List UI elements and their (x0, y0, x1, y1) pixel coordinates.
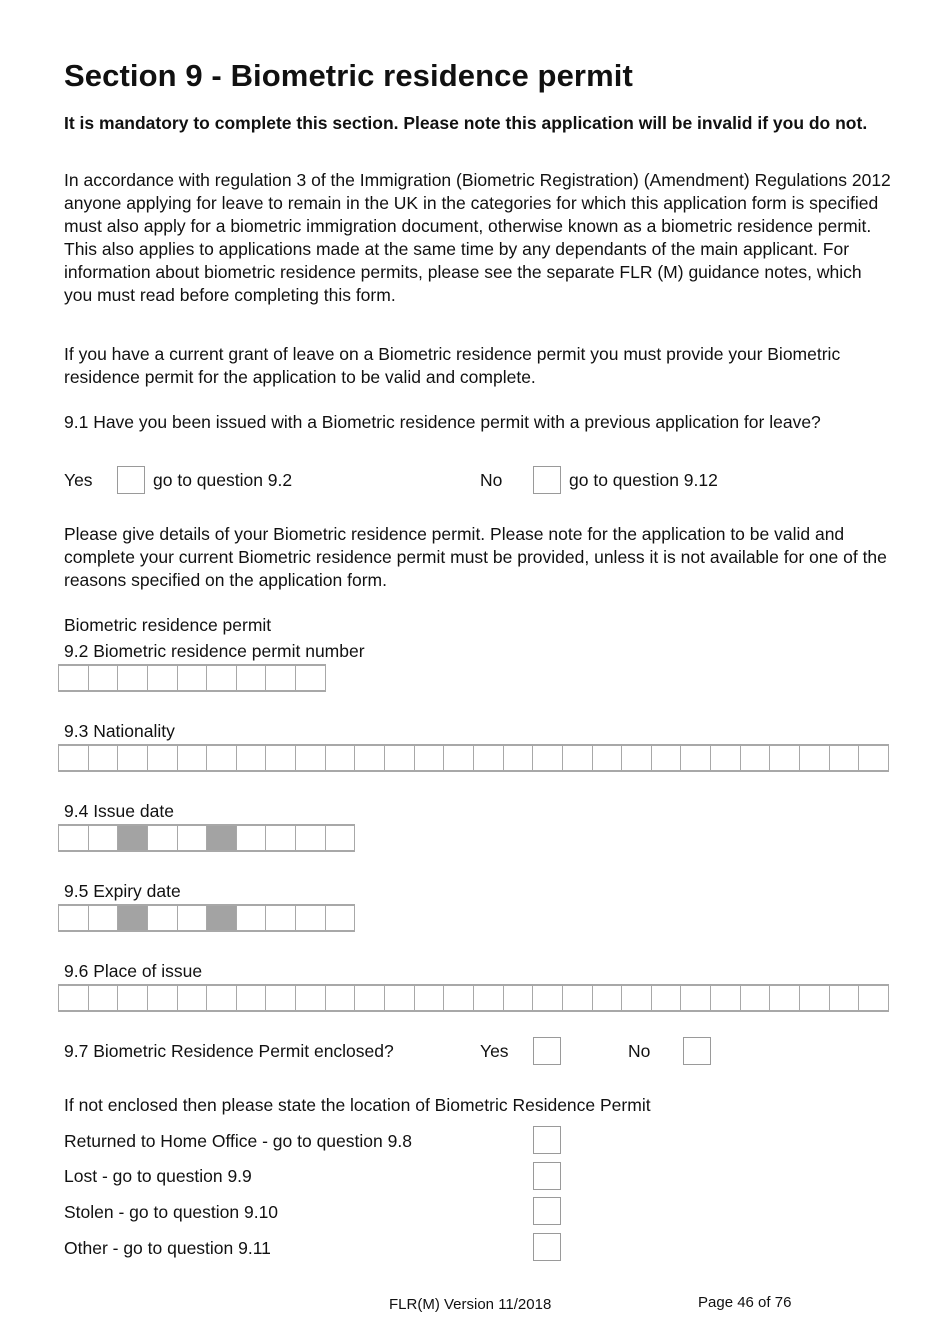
nationality-input[interactable] (58, 744, 889, 772)
char-cell[interactable] (652, 746, 682, 770)
char-cell[interactable] (148, 746, 178, 770)
q9-5-label: 9.5 Expiry date (64, 881, 181, 901)
expiry-date-input[interactable] (58, 904, 355, 932)
section-title: Section 9 - Biometric residence permit (64, 58, 633, 93)
char-cell[interactable] (59, 986, 89, 1010)
char-cell[interactable] (355, 986, 385, 1010)
char-cell[interactable] (296, 986, 326, 1010)
char-cell[interactable] (59, 826, 89, 850)
option-returned-label: Returned to Home Office - go to question 9.8 (64, 1131, 412, 1151)
char-cell[interactable] (237, 986, 267, 1010)
q9-1-no-goto: go to question 9.12 (569, 470, 718, 490)
char-cell[interactable] (711, 746, 741, 770)
char-cell[interactable] (711, 986, 741, 1010)
char-cell[interactable] (148, 826, 178, 850)
char-cell[interactable] (89, 986, 119, 1010)
footer-version: FLR(M) Version 11/2018 (389, 1296, 552, 1313)
char-cell[interactable] (266, 986, 296, 1010)
char-cell[interactable] (266, 666, 296, 690)
char-cell[interactable] (207, 666, 237, 690)
current-grant-paragraph: If you have a current grant of leave on a Biometric residence permit you must provide your Biometric residence permit for the application to be valid and complete. (64, 344, 841, 387)
char-cell[interactable] (89, 666, 119, 690)
char-cell[interactable] (770, 746, 800, 770)
char-cell[interactable] (741, 986, 771, 1010)
char-cell[interactable] (59, 746, 89, 770)
char-cell[interactable] (89, 746, 119, 770)
char-cell[interactable] (800, 986, 830, 1010)
q9-6-label: 9.6 Place of issue (64, 961, 203, 981)
char-cell[interactable] (296, 746, 326, 770)
char-cell[interactable] (148, 666, 178, 690)
char-cell[interactable] (563, 746, 593, 770)
char-cell[interactable] (296, 666, 326, 690)
char-cell[interactable] (800, 746, 830, 770)
q9-1-yes-goto: go to question 9.2 (153, 470, 293, 490)
char-cell[interactable] (89, 906, 119, 930)
char-cell[interactable] (178, 906, 208, 930)
char-cell[interactable] (385, 986, 415, 1010)
char-cell[interactable] (593, 746, 623, 770)
char-cell[interactable] (148, 906, 178, 930)
option-stolen-checkbox[interactable] (533, 1197, 561, 1225)
char-cell[interactable] (178, 746, 208, 770)
char-cell[interactable] (622, 746, 652, 770)
intro-paragraph: In accordance with regulation 3 of the Immigration (Biometric Registration) (Amendment) Regulations 2012 anyone applying for leave to remain in the UK in the categories for which this application form is specified must also apply for a biometric immigration document, otherwise known as a biometric residence permit. This also applies to applications made at the same time by any dependants of the main applicant. For information about biometric residence permits, please see the separate FLR (M) guidance notes, which you must read before completing this form. (64, 170, 891, 305)
place-of-issue-input[interactable] (58, 984, 889, 1012)
issue-date-input[interactable] (58, 824, 355, 852)
char-cell[interactable] (207, 746, 237, 770)
q9-7-yes-label: Yes (480, 1041, 509, 1061)
char-cell[interactable] (118, 986, 148, 1010)
char-cell[interactable] (593, 986, 623, 1010)
char-cell[interactable] (504, 746, 534, 770)
char-cell[interactable] (266, 906, 296, 930)
char-cell[interactable] (148, 986, 178, 1010)
question-9-7: 9.7 Biometric Residence Permit enclosed? (64, 1041, 394, 1061)
char-cell[interactable] (237, 826, 267, 850)
char-cell[interactable] (237, 666, 267, 690)
char-cell[interactable] (266, 826, 296, 850)
char-cell[interactable] (415, 986, 445, 1010)
char-cell[interactable] (266, 746, 296, 770)
details-intro-paragraph: Please give details of your Biometric residence permit. Please note for the application to be valid and complete your current Biometric residence permit must be provided, unless it is not available for one of the reasons specified on the application form. (64, 524, 887, 590)
q9-1-no-label: No (480, 470, 503, 490)
option-other-label: Other - go to question 9.11 (64, 1238, 271, 1258)
char-cell[interactable] (296, 906, 326, 930)
char-cell[interactable] (207, 906, 237, 930)
q9-1-yes-label: Yes (64, 470, 93, 490)
q9-2-label: 9.2 Biometric residence permit number (64, 641, 365, 661)
char-cell[interactable] (444, 746, 474, 770)
q9-7-yes-checkbox[interactable] (533, 1037, 561, 1065)
char-cell[interactable] (59, 906, 89, 930)
char-cell[interactable] (326, 986, 356, 1010)
char-cell[interactable] (237, 906, 267, 930)
char-cell[interactable] (89, 826, 119, 850)
char-cell[interactable] (563, 986, 593, 1010)
char-cell[interactable] (681, 986, 711, 1010)
char-cell[interactable] (207, 826, 237, 850)
char-cell[interactable] (118, 826, 148, 850)
char-cell[interactable] (296, 826, 326, 850)
mandatory-notice: It is mandatory to complete this section. Please note this application will be invalid if you do not. (64, 113, 868, 133)
char-cell[interactable] (533, 746, 563, 770)
q9-3-label: 9.3 Nationality (64, 721, 175, 741)
char-cell[interactable] (207, 986, 237, 1010)
not-enclosed-intro: If not enclosed then please state the location of Biometric Residence Permit (64, 1095, 651, 1115)
char-cell[interactable] (474, 986, 504, 1010)
q9-1-no-checkbox[interactable] (533, 466, 561, 494)
q9-7-no-checkbox[interactable] (683, 1037, 711, 1065)
char-cell[interactable] (355, 746, 385, 770)
char-cell[interactable] (622, 986, 652, 1010)
char-cell[interactable] (504, 986, 534, 1010)
char-cell[interactable] (859, 746, 889, 770)
char-cell[interactable] (326, 826, 356, 850)
q9-7-no-label: No (628, 1041, 651, 1061)
char-cell[interactable] (178, 986, 208, 1010)
char-cell[interactable] (415, 746, 445, 770)
char-cell[interactable] (178, 826, 208, 850)
char-cell[interactable] (681, 746, 711, 770)
char-cell[interactable] (830, 746, 860, 770)
char-cell[interactable] (59, 666, 89, 690)
char-cell[interactable] (830, 986, 860, 1010)
char-cell[interactable] (859, 986, 889, 1010)
char-cell[interactable] (118, 666, 148, 690)
permit-number-input[interactable] (58, 664, 326, 692)
option-returned-checkbox[interactable] (533, 1126, 561, 1154)
q9-4-label: 9.4 Issue date (64, 801, 174, 821)
char-cell[interactable] (741, 746, 771, 770)
footer-page-number: Page 46 of 76 (698, 1294, 792, 1311)
question-9-1: 9.1 Have you been issued with a Biometric residence permit with a previous application for leave? (64, 412, 821, 432)
char-cell[interactable] (326, 906, 356, 930)
char-cell[interactable] (385, 746, 415, 770)
char-cell[interactable] (178, 666, 208, 690)
char-cell[interactable] (474, 746, 504, 770)
char-cell[interactable] (237, 746, 267, 770)
option-stolen-label: Stolen - go to question 9.10 (64, 1202, 279, 1222)
option-other-checkbox[interactable] (533, 1233, 561, 1261)
char-cell[interactable] (118, 906, 148, 930)
brp-heading: Biometric residence permit (64, 615, 272, 635)
option-lost-label: Lost - go to question 9.9 (64, 1166, 252, 1186)
char-cell[interactable] (652, 986, 682, 1010)
char-cell[interactable] (770, 986, 800, 1010)
char-cell[interactable] (444, 986, 474, 1010)
char-cell[interactable] (118, 746, 148, 770)
char-cell[interactable] (533, 986, 563, 1010)
option-lost-checkbox[interactable] (533, 1162, 561, 1190)
char-cell[interactable] (326, 746, 356, 770)
q9-1-yes-checkbox[interactable] (117, 466, 145, 494)
